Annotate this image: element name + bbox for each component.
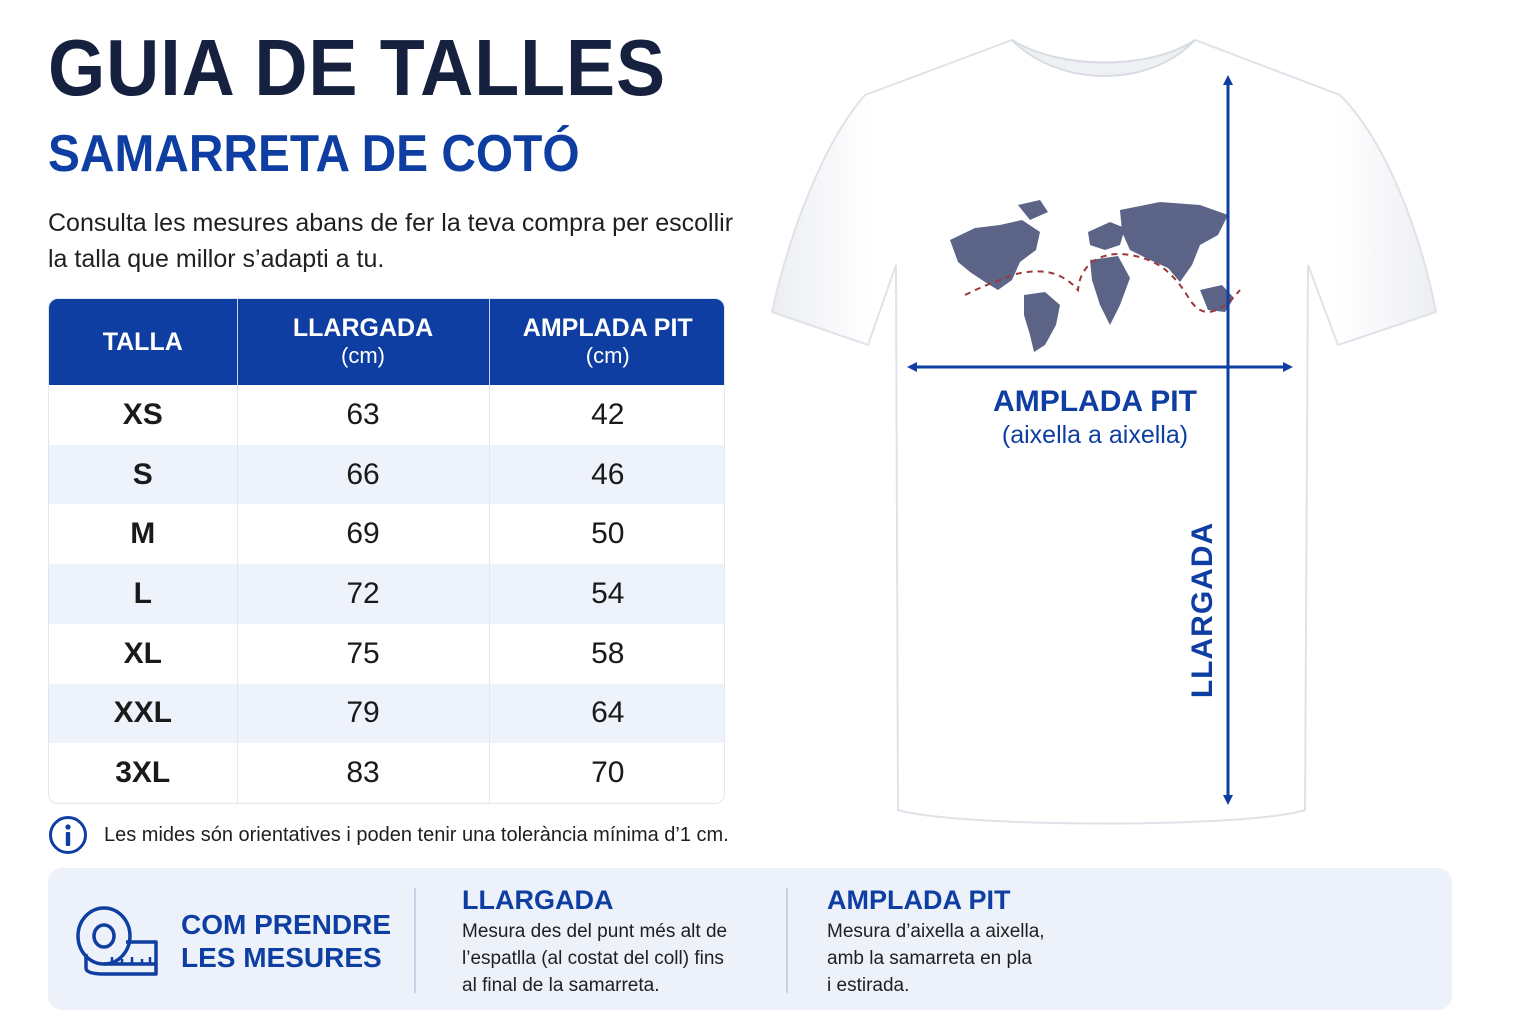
length-cell: 75 [237, 624, 489, 684]
column-header-label: LLARGADA [292, 314, 434, 342]
chest-instruction-title: AMPLADA PIT [827, 885, 1011, 915]
size-cell: XS [49, 385, 237, 445]
page-title: GUIA DE TALLES [48, 23, 667, 112]
length-cell: 66 [237, 445, 489, 505]
size-cell: S [49, 445, 237, 505]
table-row [49, 684, 725, 744]
table-row [49, 385, 725, 445]
note-text: Les mides són orientatives i poden tenir una tolerància mínima d’1 cm. [104, 823, 729, 846]
chest-measure-subtitle: (aixella a aixella) [1001, 421, 1189, 449]
chest-cell: 42 [591, 397, 625, 431]
how-to-measure-title-line: COM PRENDRE [181, 909, 392, 940]
chest-cell: 64 [591, 696, 625, 730]
chest-measure-title: AMPLADA PIT [993, 385, 1197, 418]
length-measure-label: LLARGADA [1186, 521, 1219, 699]
length-instruction-line: l’espatlla (al costat del coll) fins [462, 948, 724, 969]
table-row [49, 624, 725, 684]
panel-divider [786, 888, 788, 993]
chest-instruction-line: amb la samarreta en pla [827, 948, 1032, 969]
length-instruction-text [462, 918, 772, 999]
column-header-length [237, 299, 489, 385]
how-to-measure-title-line: LES MESURES [181, 942, 382, 973]
column-header-unit: (cm) [585, 343, 630, 368]
panel-divider [414, 888, 416, 993]
length-cell: 69 [237, 504, 489, 564]
length-cell: 83 [237, 743, 489, 803]
chest-measure-label [960, 384, 1230, 450]
length-cell: 79 [237, 684, 489, 744]
length-cell: 72 [237, 564, 489, 624]
chest-cell: 46 [591, 457, 625, 491]
chest-instruction-text [827, 918, 1137, 999]
column-header-unit: (cm) [341, 343, 385, 368]
length-instruction-line: Mesura des del punt més alt de [462, 921, 728, 942]
table-row [49, 564, 725, 624]
size-cell: 3XL [49, 743, 237, 803]
chest-instruction-line: i estirada. [827, 975, 910, 996]
size-table [48, 298, 725, 804]
chest-cell: 70 [591, 756, 625, 790]
measuring-tape-icon [72, 902, 164, 976]
size-cell: XL [49, 624, 237, 684]
length-instruction-title: LLARGADA [462, 885, 614, 915]
info-icon [48, 815, 88, 855]
length-instruction-line: al final de la samarreta. [462, 975, 660, 996]
table-row [49, 504, 725, 564]
size-cell: L [49, 564, 237, 624]
table-row [49, 445, 725, 505]
size-cell: XXL [49, 684, 237, 744]
column-header-size [49, 299, 237, 385]
length-cell: 63 [237, 385, 489, 445]
chest-cell: 50 [591, 517, 625, 551]
chest-cell: 58 [591, 636, 625, 670]
size-table-header [49, 299, 725, 385]
how-to-measure-panel [48, 868, 1452, 1010]
size-cell: M [49, 504, 237, 564]
chest-instruction-line: Mesura d’aixella a aixella, [827, 921, 1045, 942]
intro-text: Consulta les mesures abans de fer la teva compra per escollir la talla que millor s’adapti a tu. [48, 209, 734, 273]
column-header-label: TALLA [102, 328, 183, 356]
column-header-label: AMPLADA PIT [522, 314, 693, 342]
table-row [49, 743, 725, 803]
column-header-chest [489, 299, 725, 385]
tolerance-note [48, 815, 729, 855]
chest-cell: 54 [591, 576, 625, 610]
page-subtitle: SAMARRETA DE COTÓ [48, 125, 580, 183]
how-to-measure-title [181, 908, 391, 974]
